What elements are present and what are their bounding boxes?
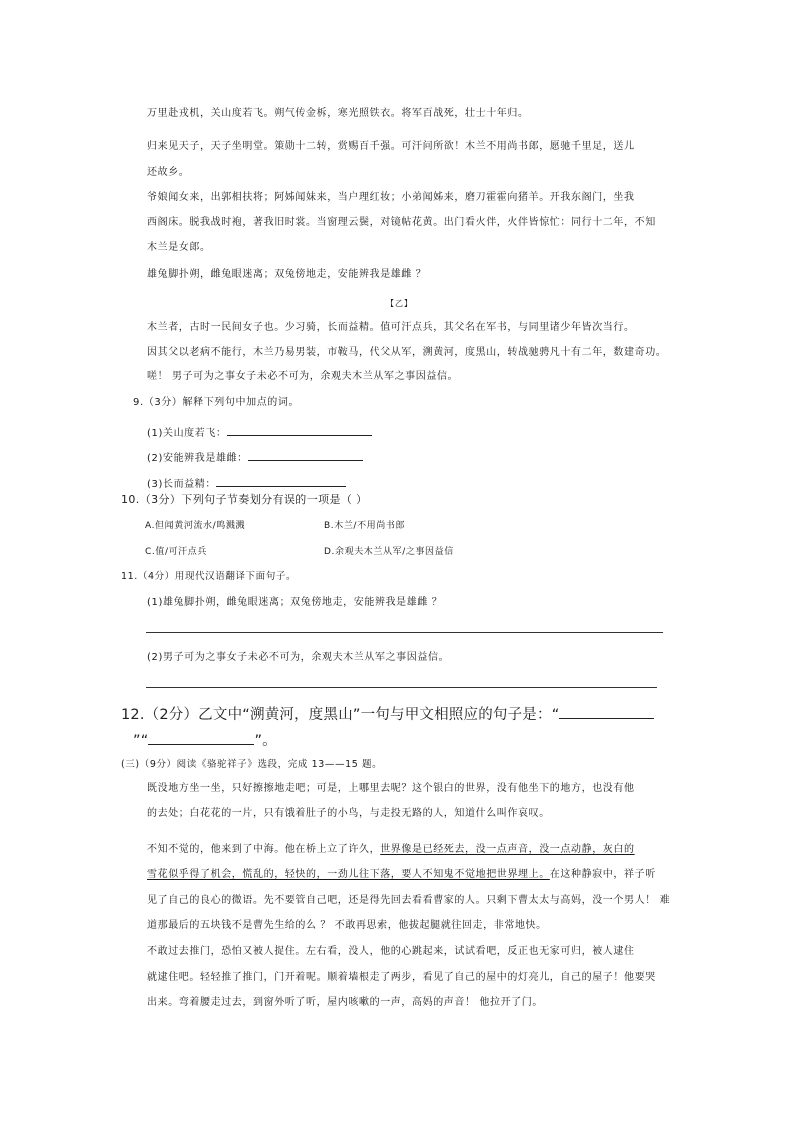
q9-item-3-label: (3)长而益精： [147, 479, 216, 490]
q12-quote-open: ”“ [133, 733, 149, 749]
q12-answer-1-blank[interactable] [559, 703, 654, 719]
s3-p2-line-2 [147, 868, 656, 882]
yi-line-1: 木兰者，古时一民间女子也。少习骑，长而益精。值可汗点兵，其父名在军书，与同里诸少年皆次当行。 [147, 322, 635, 333]
q12-line-1 [121, 703, 654, 725]
s3-p2-line-3: 见了自己的良心的微语。先不要管自己吧，还是得先回去看看曹家的人。只剩下曹太太与高妈，没一个男人！ 难 [147, 895, 671, 906]
q11-item-1: (1)雄兔脚扑朔，雌兔眼迷离；双兔傍地走，安能辨我是雄雌 ？ [147, 597, 443, 608]
q9-item-2 [147, 448, 363, 466]
q11-item-2: (2)男子可为之事女子未必不可为，余观夫木兰从军之事因益信。 [147, 652, 450, 663]
q9-item-2-label: (2)安能辨我是雄雌： [147, 453, 248, 464]
q10-option-d[interactable]: D.余观夫木兰从军/之事因益信 [324, 547, 454, 557]
s3-p3-line-1: 不敢过去推门，恐怕又被人捉住。左右看，没人，他的心跳起来，试试看吧，反正也无家可归，被人逮住 [147, 946, 635, 957]
poem-line-2a: 归来见天子，天子坐明堂。策勋十二转，赏赐百千强。可汗问所欲！木兰不用尚书郎，愿驰千里足，送儿 [147, 141, 635, 152]
q12-quote-close: ”。 [254, 733, 277, 749]
yi-heading: 【乙】 [386, 299, 413, 308]
yi-line-2: 因其父以老病不能行，木兰乃易男装，市鞍马，代父从军，溯黄河，度黑山，转战驰骋凡十有二年，数建奇功。 [147, 347, 667, 358]
q10-option-a[interactable]: A.但闻黄河流水/鸣溅溅 [145, 521, 246, 531]
q9-title: 9.（3分）解释下列句中加点的词。 [133, 397, 300, 408]
q11-answer-1-line[interactable] [146, 632, 663, 633]
poem-line-3a: 爷娘闻女来，出郭相扶将；阿姊闻妹来，当户理红妆；小弟闻姊来，磨刀霍霍向猪羊。开我东阁门，坐我 [147, 192, 635, 203]
poem-line-3c: 木兰是女郎。 [147, 242, 211, 253]
s3-p2-line-1-text: 不知不觉的，他来到了中海。他在桥上立了许久， [147, 844, 381, 855]
section-3-title: (三)（9分）阅读《骆驼祥子》选段，完成 13——15 题。 [121, 759, 383, 770]
q12-prompt: 12.（2分）乙文中“溯黄河，度黑山”一句与甲文相照应的句子是：“ [121, 707, 560, 723]
s3-p1-line-1: 既没地方坐一坐，只好擦擦地走吧；可是，上哪里去呢？这个银白的世界，没有他坐下的地方，也没有他 [147, 783, 635, 794]
q10-title: 10.（3分）下列句子节奏划分有误的一项是（ ） [121, 493, 368, 506]
poem-line-3b: 西阁床。脱我战时袍，著我旧时裳。当窗理云鬓，对镜帖花黄。出门看火伴，火伴皆惊忙：同行十二年，不知 [147, 217, 656, 228]
q9-item-3 [147, 474, 346, 492]
q9-answer-3-blank[interactable] [216, 474, 346, 487]
s3-p3-line-2: 就逮住吧。轻轻推了推门，门开着呢。顺着墙根走了两步，看见了自己的屋中的灯亮儿，自己的屋子！他要哭 [147, 972, 656, 983]
q9-answer-2-blank[interactable] [248, 448, 363, 461]
s3-p2-line-2-text: 在这种静寂中，祥子听 [549, 869, 656, 880]
yi-line-3: 嗟！ 男子可为之事女子未必不可为，余观夫木兰从军之事因益信。 [147, 371, 459, 382]
q11-answer-2-line[interactable] [146, 687, 657, 688]
q9-item-1 [147, 423, 372, 441]
s3-p3-line-3: 出来。弯着腰走过去，到窗外听了听，屋内咳嗽的一声，高妈的声音！ 他拉开了门。 [147, 997, 543, 1008]
q12-answer-2-blank[interactable] [148, 729, 254, 745]
q12-line-2 [133, 729, 277, 751]
s3-p2-line-1 [147, 843, 635, 857]
q10-option-c[interactable]: C.值/可汗点兵 [145, 547, 207, 557]
poem-line-1: 万里赴戎机，关山度若飞。朔气传金柝，寒光照铁衣。将军百战死，壮士十年归。 [147, 108, 529, 119]
q11-title: 11.（4分）用现代汉语翻译下面句子。 [121, 571, 297, 582]
s3-p1-line-2: 的去处；白花花的一片，只有饿着肚子的小鸟，与走投无路的人，知道什么叫作哀叹。 [147, 808, 550, 819]
q10-option-b[interactable]: B.木兰/不用尚书郎 [324, 521, 406, 531]
s3-p2-line-4: 道那最后的五块钱不是曹先生给的么 ？ 不敢再思索，他拔起腿就往回走，非常地快。 [147, 920, 547, 931]
poem-line-4: 雄兔脚扑朔，雌兔眼迷离；双兔傍地走，安能辨我是雄雌 ？ [147, 269, 427, 280]
q9-item-1-label: (1)关山度若飞： [147, 428, 227, 439]
q9-answer-1-blank[interactable] [227, 423, 372, 436]
poem-line-2b: 还故乡。 [147, 167, 190, 178]
s3-p2-underlined-1: 世界像是已经死去，没一点声音，没一点动静，灰白的 [380, 844, 635, 855]
s3-p2-underlined-2: 雪花似乎得了机会，慌乱的，轻快的，一劲儿往下落，要人不知鬼不觉地把世界埋上。 [147, 869, 550, 880]
